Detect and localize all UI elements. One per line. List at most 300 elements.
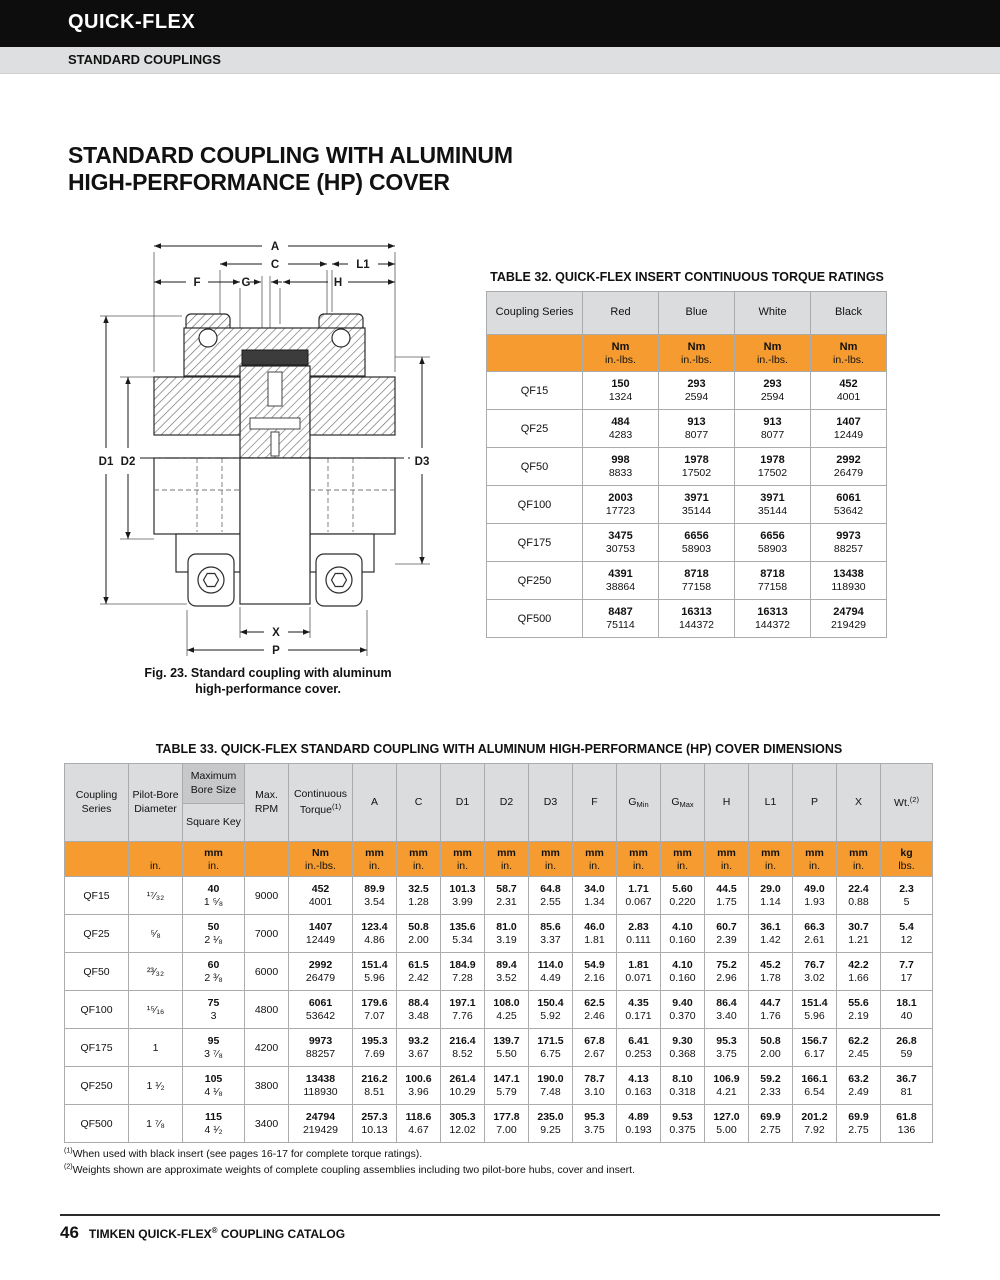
value-pair xyxy=(749,1110,792,1137)
value-top: 1407 xyxy=(836,416,861,428)
column-header-superscript: (2) xyxy=(909,794,919,804)
column-header: Black xyxy=(811,292,887,335)
value-pair xyxy=(661,882,704,909)
value-top: 76.7 xyxy=(804,959,825,971)
units-cell xyxy=(245,842,289,877)
value-top: 197.1 xyxy=(449,997,476,1009)
value-top: 147.1 xyxy=(493,1073,520,1085)
value-bottom: in. xyxy=(149,859,162,872)
value-bottom: 2.39 xyxy=(716,934,737,946)
value-top: 42.2 xyxy=(848,959,869,971)
value-top: 26.8 xyxy=(896,1035,917,1047)
units-row xyxy=(65,842,933,877)
footnote xyxy=(64,1162,635,1178)
value-cell xyxy=(659,524,735,562)
value-pair xyxy=(583,605,658,632)
value-pair xyxy=(289,958,352,985)
value-bottom: 3.96 xyxy=(408,1086,429,1098)
value-pair xyxy=(881,996,932,1023)
table-row xyxy=(487,448,887,486)
value-cell xyxy=(793,1067,837,1105)
value-pair xyxy=(881,920,932,947)
value-top: 150.4 xyxy=(537,997,564,1009)
value-pair xyxy=(289,882,352,909)
value-bottom: 219429 xyxy=(830,619,867,631)
value-pair xyxy=(529,958,572,985)
value-bottom: 5.92 xyxy=(540,1010,561,1022)
dim-label-g: G xyxy=(241,277,251,289)
value-pair xyxy=(289,1034,352,1061)
column-header xyxy=(881,764,933,842)
value-top: 4391 xyxy=(608,568,633,580)
units-cell xyxy=(659,335,735,372)
value-bottom: 0.160 xyxy=(669,934,696,946)
value-cell xyxy=(289,953,353,991)
value-top: Nm xyxy=(839,340,858,353)
value-top: 190.0 xyxy=(537,1073,564,1085)
value-cell xyxy=(837,991,881,1029)
section-bar xyxy=(0,47,1000,74)
value-cell xyxy=(811,410,887,448)
value-top: 4.35 xyxy=(628,997,649,1009)
value-pair xyxy=(661,958,704,985)
table-row xyxy=(487,410,887,448)
series-cell: QF175 xyxy=(487,524,583,562)
value-pair xyxy=(661,846,704,873)
value-bottom: 3.37 xyxy=(540,934,561,946)
value-cell xyxy=(583,600,659,638)
value-cell xyxy=(881,991,933,1029)
value-bottom: 8833 xyxy=(608,467,633,479)
value-top: mm xyxy=(761,846,780,859)
value-bottom: 5.79 xyxy=(496,1086,517,1098)
units-row xyxy=(487,335,887,372)
value-pair xyxy=(529,1034,572,1061)
value-pair xyxy=(661,1110,704,1137)
value-bottom: 0.88 xyxy=(848,896,869,908)
column-header-label: Max. RPM xyxy=(254,789,279,815)
value-pair xyxy=(617,882,660,909)
value-top: 4.13 xyxy=(628,1073,649,1085)
value-pair xyxy=(183,1110,244,1137)
page-number: 46 xyxy=(60,1223,79,1242)
value-top: mm xyxy=(673,846,692,859)
column-header xyxy=(183,764,245,842)
value-bottom: 8077 xyxy=(684,429,709,441)
value-cell xyxy=(837,877,881,915)
value-bottom: 12449 xyxy=(305,934,336,946)
value-cell: ²³⁄₃₂ xyxy=(129,953,183,991)
value-top: 9973 xyxy=(308,1035,333,1047)
value-bottom: 3.02 xyxy=(804,972,825,984)
value-bottom: 5.50 xyxy=(496,1048,517,1060)
value-cell xyxy=(705,1105,749,1143)
value-cell xyxy=(793,915,837,953)
value-pair xyxy=(397,920,440,947)
value-top: 32.5 xyxy=(408,883,429,895)
value-top: 24794 xyxy=(305,1111,336,1123)
value-pair xyxy=(735,529,810,556)
units-cell xyxy=(353,842,397,877)
column-header xyxy=(485,764,529,842)
value-cell xyxy=(705,991,749,1029)
value-pair xyxy=(573,846,616,873)
value-cell: QF100 xyxy=(65,991,129,1029)
value-cell: ¹⁷⁄₃₂ xyxy=(129,877,183,915)
footnote xyxy=(64,1146,635,1162)
column-header xyxy=(793,764,837,842)
value-pair xyxy=(183,958,244,985)
column-header-label: P xyxy=(810,795,818,808)
footnote-marker: (1) xyxy=(64,1147,73,1155)
units-cell xyxy=(881,842,933,877)
value-cell xyxy=(529,991,573,1029)
value-pair xyxy=(529,996,572,1023)
value-cell xyxy=(397,1067,441,1105)
value-cell xyxy=(573,1067,617,1105)
value-bottom: 7.69 xyxy=(364,1048,385,1060)
value-cell xyxy=(661,991,705,1029)
value-pair xyxy=(811,491,886,518)
units-cell xyxy=(65,842,129,877)
figure-caption-line1: Fig. 23. Standard coupling with aluminum xyxy=(144,666,392,680)
value-cell xyxy=(485,877,529,915)
series-cell: QF250 xyxy=(487,562,583,600)
value-bottom: 4001 xyxy=(308,896,333,908)
column-header xyxy=(289,764,353,842)
value-bottom: 53642 xyxy=(305,1010,336,1022)
value-pair xyxy=(617,1034,660,1061)
value-pair xyxy=(397,1072,440,1099)
value-cell xyxy=(353,953,397,991)
value-top: 60 xyxy=(207,959,220,971)
value-bottom: 4 ¹⁄₈ xyxy=(204,1086,223,1098)
value-top: 8487 xyxy=(608,606,633,618)
value-top: Nm xyxy=(312,846,329,859)
value-top: 49.0 xyxy=(804,883,825,895)
value-top: 115 xyxy=(205,1111,222,1123)
value-cell xyxy=(811,486,887,524)
value-bottom: 88257 xyxy=(833,543,864,555)
value-bottom: 2.42 xyxy=(408,972,429,984)
registered-mark: ® xyxy=(211,1226,218,1235)
value-top: 30.7 xyxy=(848,921,869,933)
units-cell xyxy=(793,842,837,877)
figure-23 xyxy=(92,232,444,697)
column-header-subscript: Min xyxy=(636,799,649,809)
value-top: 61.5 xyxy=(408,959,429,971)
dim-label-a: A xyxy=(270,241,280,253)
value-cell xyxy=(837,953,881,991)
value-pair xyxy=(289,996,352,1023)
value-top: 4.10 xyxy=(672,959,693,971)
value-top: 166.1 xyxy=(801,1073,828,1085)
value-top: 9.30 xyxy=(672,1035,693,1047)
column-header: Coupling Series xyxy=(487,292,583,335)
units-cell xyxy=(583,335,659,372)
value-bottom: 2.61 xyxy=(804,934,825,946)
value-cell xyxy=(183,1029,245,1067)
value-bottom: 1324 xyxy=(608,391,633,403)
value-bottom: 7.76 xyxy=(452,1010,473,1022)
value-pair xyxy=(659,453,734,480)
table-33 xyxy=(64,742,934,1143)
value-pair xyxy=(583,415,658,442)
value-cell xyxy=(583,562,659,600)
value-top: 54.9 xyxy=(584,959,605,971)
table-row xyxy=(487,524,887,562)
value-bottom: in. xyxy=(588,859,601,872)
value-pair xyxy=(583,340,658,367)
value-pair xyxy=(573,996,616,1023)
value-top: 452 xyxy=(839,378,858,390)
table-row xyxy=(65,991,933,1029)
page-title xyxy=(68,142,513,195)
value-top: 150 xyxy=(611,378,630,390)
table-32 xyxy=(486,270,888,638)
value-top: 3971 xyxy=(684,492,709,504)
value-bottom: 0.253 xyxy=(625,1048,652,1060)
value-bottom: 2.49 xyxy=(848,1086,869,1098)
value-bottom: 3.75 xyxy=(716,1048,737,1060)
footnote-text: Weights shown are approximate weights of complete coupling assemblies including two pilot-bore hubs, cover and insert. xyxy=(72,1164,635,1177)
value-cell xyxy=(705,1029,749,1067)
value-bottom: 3 xyxy=(210,1010,217,1022)
value-cell xyxy=(583,410,659,448)
value-pair xyxy=(529,1110,572,1137)
value-bottom: 4001 xyxy=(836,391,861,403)
value-pair xyxy=(661,920,704,947)
value-pair xyxy=(441,958,484,985)
value-top: 55.6 xyxy=(848,997,869,1009)
value-pair xyxy=(397,1110,440,1137)
value-cell xyxy=(735,372,811,410)
column-header: Red xyxy=(583,292,659,335)
value-pair xyxy=(183,920,244,947)
value-pair xyxy=(485,920,528,947)
value-pair xyxy=(881,846,932,873)
value-cell xyxy=(659,600,735,638)
value-bottom: 0.111 xyxy=(626,934,651,946)
value-top: 105 xyxy=(204,1073,223,1085)
column-header-label: D2 xyxy=(499,795,514,808)
value-top: 257.3 xyxy=(361,1111,388,1123)
value-cell xyxy=(661,1067,705,1105)
value-pair xyxy=(485,958,528,985)
value-bottom: 8.52 xyxy=(452,1048,473,1060)
value-cell xyxy=(811,448,887,486)
column-header-label: G xyxy=(671,795,680,808)
column-header xyxy=(837,764,881,842)
footnote-text: When used with black insert (see pages 16-17 for complete torque ratings). xyxy=(72,1148,423,1160)
value-bottom: 2.31 xyxy=(496,896,517,908)
value-cell xyxy=(837,915,881,953)
value-cell xyxy=(837,1105,881,1143)
value-cell xyxy=(441,953,485,991)
value-top: 89.9 xyxy=(364,883,385,895)
value-top: 36.7 xyxy=(896,1073,917,1085)
column-header-subscript: Max xyxy=(679,799,694,809)
value-top: mm xyxy=(204,846,223,859)
value-cell xyxy=(749,1105,793,1143)
dim-label-l1: L1 xyxy=(356,259,370,271)
value-top: 4.89 xyxy=(628,1111,649,1123)
value-top: mm xyxy=(849,846,868,859)
value-cell xyxy=(705,877,749,915)
column-header-label: C xyxy=(414,795,423,808)
value-cell xyxy=(617,915,661,953)
value-bottom: 3.67 xyxy=(408,1048,429,1060)
value-pair xyxy=(397,846,440,873)
value-top: 40 xyxy=(207,883,220,895)
value-top: 8718 xyxy=(760,568,785,580)
value-top: 151.4 xyxy=(361,959,388,971)
value-cell xyxy=(881,1029,933,1067)
value-top: 101.3 xyxy=(449,883,476,895)
value-cell: QF500 xyxy=(65,1105,129,1143)
dim-label-p: P xyxy=(272,645,280,657)
value-bottom: 26479 xyxy=(833,467,864,479)
value-bottom: 4.25 xyxy=(496,1010,517,1022)
value-pair xyxy=(183,882,244,909)
value-bottom: 2.75 xyxy=(760,1124,781,1136)
value-top: 34.0 xyxy=(584,883,605,895)
value-bottom: in. xyxy=(676,859,689,872)
value-bottom: in. xyxy=(207,859,220,872)
value-bottom: 9.25 xyxy=(540,1124,561,1136)
value-top: 63.2 xyxy=(848,1073,869,1085)
value-pair xyxy=(837,1072,880,1099)
value-cell xyxy=(573,1105,617,1143)
value-cell xyxy=(583,524,659,562)
value-cell: 7000 xyxy=(245,915,289,953)
value-pair xyxy=(735,340,810,367)
value-top: 13438 xyxy=(305,1073,336,1085)
value-cell xyxy=(735,562,811,600)
value-pair xyxy=(735,377,810,404)
value-bottom: 2.45 xyxy=(848,1048,869,1060)
value-bottom: 17 xyxy=(900,972,913,984)
value-cell xyxy=(617,1067,661,1105)
value-pair xyxy=(811,377,886,404)
value-top: 195.3 xyxy=(361,1035,388,1047)
value-cell xyxy=(793,1105,837,1143)
value-top: mm xyxy=(585,846,604,859)
value-cell xyxy=(811,524,887,562)
value-bottom: 3.75 xyxy=(584,1124,605,1136)
value-cell xyxy=(659,372,735,410)
table-row xyxy=(487,562,887,600)
value-bottom: 1.14 xyxy=(760,896,781,908)
value-cell: 3400 xyxy=(245,1105,289,1143)
footnote-marker: (2) xyxy=(64,1163,73,1171)
value-top: 998 xyxy=(611,454,630,466)
value-pair xyxy=(617,1110,660,1137)
value-pair xyxy=(441,882,484,909)
value-cell xyxy=(583,486,659,524)
table-row xyxy=(65,877,933,915)
units-cell xyxy=(661,842,705,877)
value-bottom: 8.51 xyxy=(364,1086,385,1098)
value-pair xyxy=(705,958,748,985)
value-pair xyxy=(749,846,792,873)
value-top: 89.4 xyxy=(496,959,517,971)
value-pair xyxy=(749,882,792,909)
value-top: 66.3 xyxy=(804,921,825,933)
value-pair xyxy=(529,920,572,947)
value-cell xyxy=(183,877,245,915)
value-pair xyxy=(353,1034,396,1061)
value-top: 60.7 xyxy=(716,921,737,933)
value-bottom: 17723 xyxy=(605,505,636,517)
value-cell xyxy=(661,915,705,953)
value-bottom: 1.28 xyxy=(408,896,429,908)
value-bottom: in. xyxy=(808,859,821,872)
value-top: 4.10 xyxy=(672,921,693,933)
value-top: 9.53 xyxy=(672,1111,693,1123)
value-pair xyxy=(793,1072,836,1099)
value-top: Nm xyxy=(763,340,782,353)
units-cell xyxy=(529,842,573,877)
value-cell: ¹⁵⁄₁₆ xyxy=(129,991,183,1029)
value-top: 261.4 xyxy=(449,1073,476,1085)
value-pair xyxy=(485,882,528,909)
value-top: 293 xyxy=(763,378,782,390)
value-cell xyxy=(529,915,573,953)
lower-outline-view xyxy=(154,458,395,606)
value-pair xyxy=(793,920,836,947)
value-cell xyxy=(705,915,749,953)
value-pair xyxy=(705,846,748,873)
column-header xyxy=(617,764,661,842)
value-cell xyxy=(529,877,573,915)
value-bottom: 2.16 xyxy=(584,972,605,984)
value-bottom: 7.00 xyxy=(496,1124,517,1136)
value-top: 6656 xyxy=(760,530,785,542)
value-cell xyxy=(529,1105,573,1143)
value-bottom: 8077 xyxy=(760,429,785,441)
value-cell xyxy=(837,1029,881,1067)
value-top: 2992 xyxy=(836,454,861,466)
value-bottom: lbs. xyxy=(898,859,915,872)
value-top: 50.8 xyxy=(408,921,429,933)
value-bottom: 1.75 xyxy=(716,896,737,908)
value-bottom: 3.54 xyxy=(364,896,385,908)
value-top: mm xyxy=(541,846,560,859)
value-bottom: 2.67 xyxy=(584,1048,605,1060)
value-top: 44.7 xyxy=(760,997,781,1009)
value-pair xyxy=(881,1072,932,1099)
value-pair xyxy=(659,491,734,518)
value-bottom: 2594 xyxy=(760,391,785,403)
value-pair xyxy=(881,882,932,909)
value-cell xyxy=(617,953,661,991)
column-header xyxy=(397,764,441,842)
value-pair xyxy=(485,1034,528,1061)
value-pair xyxy=(811,567,886,594)
value-cell xyxy=(353,915,397,953)
value-bottom: in. xyxy=(764,859,777,872)
dim-label-x: X xyxy=(272,627,280,639)
series-cell: QF100 xyxy=(487,486,583,524)
value-pair xyxy=(793,996,836,1023)
value-top: 106.9 xyxy=(713,1073,740,1085)
value-cell xyxy=(289,991,353,1029)
value-top: 8.10 xyxy=(672,1073,693,1085)
value-cell xyxy=(183,953,245,991)
value-top: 29.0 xyxy=(760,883,781,895)
value-bottom: 3.52 xyxy=(496,972,517,984)
